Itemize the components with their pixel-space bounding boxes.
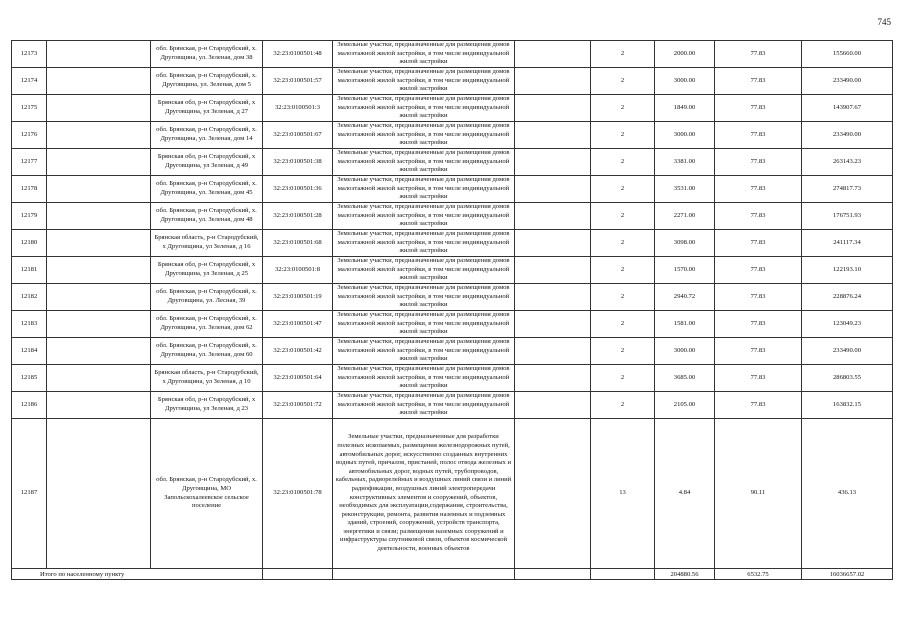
- row-number-cell: 12186: [12, 392, 47, 419]
- empty-cell: [515, 569, 591, 580]
- area-cell: 1570.00: [655, 257, 715, 284]
- land-use-category-cell: Земельные участки, предназначенные для размещения домов малоэтажной жилой застройки, в том числе индивидуальной жилой застройки: [333, 41, 515, 68]
- table-row: [12, 203, 893, 230]
- cadastral-number-cell: 32:23:0100501:78: [263, 419, 333, 569]
- table-row: [12, 95, 893, 122]
- row-number-cell: 12178: [12, 176, 47, 203]
- address-cell: обл. Брянская, р-н Стародубский, х. Друговщина, ул. Лесная, 39: [151, 284, 263, 311]
- cadastral-number-cell: 32:23:0100501:72: [263, 392, 333, 419]
- row-number-cell: 12176: [12, 122, 47, 149]
- land-use-category-cell: Земельные участки, предназначенные для размещения домов малоэтажной жилой застройки, в том числе индивидуальной жилой застройки: [333, 338, 515, 365]
- empty-cell: [47, 338, 151, 365]
- address-cell: обл. Брянская, р-н Стародубский, х. Друговщина, ул. Зеленая, дом 14: [151, 122, 263, 149]
- cadastral-number-cell: 32:23:0100501:64: [263, 365, 333, 392]
- address-cell: Брянская обл, р-н Стародубский, х Друговщина, ул Зеленая, д 27: [151, 95, 263, 122]
- group-cell: 2: [591, 230, 655, 257]
- table-row: [12, 338, 893, 365]
- address-cell: обл. Брянская, р-н Стародубский, х. Друговщина, ул. Зеленая, дом 48: [151, 203, 263, 230]
- group-cell: 2: [591, 365, 655, 392]
- empty-cell: [515, 257, 591, 284]
- land-use-category-cell: Земельные участки, предназначенные для размещения домов малоэтажной жилой застройки, в том числе индивидуальной жилой застройки: [333, 176, 515, 203]
- address-cell: Брянская область, р-н Стародубский, х Друговщина, ул Зеленая, д 10: [151, 365, 263, 392]
- empty-cell: [47, 419, 151, 569]
- cadastral-value-cell: 286803.55: [802, 365, 893, 392]
- cadastral-value-cell: 233490.00: [802, 122, 893, 149]
- area-cell: 1581.00: [655, 311, 715, 338]
- land-use-category-cell: Земельные участки, предназначенные для размещения домов малоэтажной жилой застройки, в том числе индивидуальной жилой застройки: [333, 230, 515, 257]
- cadastral-value-cell: 274817.73: [802, 176, 893, 203]
- cadastral-value-cell: 436.13: [802, 419, 893, 569]
- land-use-category-cell: Земельные участки, предназначенные для разработки полезных ископаемых, размещения железнодорожных путей, автомобильных дорог, искусственно созданных внутренних водных путей, причалов, пристаней, полос отвода железных и автомобильных дорог, водных путей, трубопроводов, кабельных, радиорелейных и воздушных линий связи и линий радиофикации, воздушных линий электропередачи конструктивных элементов и сооружений, объектов, необходимых для эксплуатации,содержания, строительства, реконструкции, ремонта, развития наземных и подземных зданий, строений, сооружений, устройств транспорта, энергетики и связи; размещения наземных сооружений и инфраструктуры спутниковой связи, объектов космической деятельности, военных объектов: [333, 419, 515, 569]
- empty-cell: [47, 41, 151, 68]
- cadastral-number-cell: 32:23:0100501:47: [263, 311, 333, 338]
- cadastral-value-cell: 263143.23: [802, 149, 893, 176]
- cadastral-number-cell: 32:23:0100501:57: [263, 68, 333, 95]
- rate-cell: 77.83: [715, 68, 802, 95]
- land-use-category-cell: Земельные участки, предназначенные для размещения домов малоэтажной жилой застройки, в том числе индивидуальной жилой застройки: [333, 392, 515, 419]
- row-number-cell: 12173: [12, 41, 47, 68]
- address-cell: Брянская обл, р-н Стародубский, х Друговщина, ул Зеленая, д 25: [151, 257, 263, 284]
- area-cell: 3531.00: [655, 176, 715, 203]
- rate-cell: 77.83: [715, 122, 802, 149]
- rate-cell: 77.83: [715, 311, 802, 338]
- cadastral-value-cell: 233490.00: [802, 338, 893, 365]
- cadastral-number-cell: 32:23:0100501:3: [263, 95, 333, 122]
- cadastral-number-cell: 32:23:0100501:19: [263, 284, 333, 311]
- empty-cell: [515, 419, 591, 569]
- empty-cell: [47, 365, 151, 392]
- rate-cell: 77.83: [715, 203, 802, 230]
- cadastral-number-cell: 32:23:0100501:8: [263, 257, 333, 284]
- row-number-cell: 12174: [12, 68, 47, 95]
- address-cell: обл. Брянская, р-н Стародубский, х. Друговщина, ул. Зеленая, дом 62: [151, 311, 263, 338]
- land-use-category-cell: Земельные участки, предназначенные для размещения домов малоэтажной жилой застройки, в том числе индивидуальной жилой застройки: [333, 365, 515, 392]
- land-use-category-cell: Земельные участки, предназначенные для размещения домов малоэтажной жилой застройки, в том числе индивидуальной жилой застройки: [333, 257, 515, 284]
- cadastral-number-cell: 32:23:0100501:48: [263, 41, 333, 68]
- cadastral-number-cell: 32:23:0100501:28: [263, 203, 333, 230]
- table-row: [12, 419, 893, 569]
- group-cell: 2: [591, 122, 655, 149]
- cadastral-value-cell: 123049.23: [802, 311, 893, 338]
- empty-cell: [515, 203, 591, 230]
- empty-cell: [515, 122, 591, 149]
- rate-cell: 77.83: [715, 230, 802, 257]
- row-number-cell: 12187: [12, 419, 47, 569]
- cadastral-value-cell: 143907.67: [802, 95, 893, 122]
- group-cell: 2: [591, 41, 655, 68]
- row-number-cell: 12175: [12, 95, 47, 122]
- address-cell: Брянская обл, р-н Стародубский, х Друговщина, ул Зеленая, д 49: [151, 149, 263, 176]
- total-label: Итого по населенному пункту: [12, 569, 263, 580]
- empty-cell: [263, 569, 333, 580]
- group-cell: 2: [591, 68, 655, 95]
- group-cell: 2: [591, 284, 655, 311]
- rate-cell: 77.83: [715, 95, 802, 122]
- rate-cell: 77.83: [715, 392, 802, 419]
- row-number-cell: 12180: [12, 230, 47, 257]
- group-cell: 2: [591, 392, 655, 419]
- group-cell: 2: [591, 176, 655, 203]
- rate-cell: 77.83: [715, 149, 802, 176]
- group-cell: 2: [591, 149, 655, 176]
- cadastral-value-cell: 122193.10: [802, 257, 893, 284]
- table-row: [12, 122, 893, 149]
- cadastral-number-cell: 32:23:0100501:36: [263, 176, 333, 203]
- table-row: [12, 41, 893, 68]
- row-number-cell: 12179: [12, 203, 47, 230]
- address-cell: обл. Брянская, р-н Стародубский, х. Друговщина, ул. Зеленая, дом 38: [151, 41, 263, 68]
- total-value-cell: 16036657.02: [802, 569, 893, 580]
- area-cell: 2000.00: [655, 41, 715, 68]
- empty-cell: [515, 68, 591, 95]
- empty-cell: [591, 569, 655, 580]
- address-cell: Брянская область, р-н Стародубский, х Друговщина, ул Зеленая, д 16: [151, 230, 263, 257]
- row-number-cell: 12184: [12, 338, 47, 365]
- table-row: [12, 284, 893, 311]
- empty-cell: [333, 569, 515, 580]
- empty-cell: [515, 365, 591, 392]
- row-number-cell: 12181: [12, 257, 47, 284]
- empty-cell: [47, 95, 151, 122]
- land-use-category-cell: Земельные участки, предназначенные для размещения домов малоэтажной жилой застройки, в том числе индивидуальной жилой застройки: [333, 284, 515, 311]
- table-row: [12, 365, 893, 392]
- land-use-category-cell: Земельные участки, предназначенные для размещения домов малоэтажной жилой застройки, в том числе индивидуальной жилой застройки: [333, 311, 515, 338]
- cadastral-value-cell: 241117.34: [802, 230, 893, 257]
- empty-cell: [515, 338, 591, 365]
- cadastral-number-cell: 32:23:0100501:38: [263, 149, 333, 176]
- area-cell: 3685.00: [655, 365, 715, 392]
- empty-cell: [515, 392, 591, 419]
- table-row: [12, 392, 893, 419]
- empty-cell: [515, 95, 591, 122]
- rate-cell: 77.83: [715, 365, 802, 392]
- address-cell: Брянская обл, р-н Стародубский, х Друговщина, ул Зеленая, д 23: [151, 392, 263, 419]
- group-cell: 2: [591, 311, 655, 338]
- area-cell: 2105.00: [655, 392, 715, 419]
- rate-cell: 77.83: [715, 338, 802, 365]
- rate-cell: 77.83: [715, 284, 802, 311]
- total-rate-cell: 6532.75: [715, 569, 802, 580]
- row-number-cell: 12177: [12, 149, 47, 176]
- table-row: [12, 230, 893, 257]
- cadastral-value-cell: 163832.15: [802, 392, 893, 419]
- address-cell: обл. Брянская, р-н Стародубский, х. Друговщина, ул. Зеленая, дом 60: [151, 338, 263, 365]
- cadastral-number-cell: 32:23:0100501:67: [263, 122, 333, 149]
- row-number-cell: 12185: [12, 365, 47, 392]
- total-area-cell: 204880.56: [655, 569, 715, 580]
- cadastral-value-cell: 228876.24: [802, 284, 893, 311]
- empty-cell: [515, 149, 591, 176]
- group-cell: 2: [591, 257, 655, 284]
- rate-cell: 77.83: [715, 41, 802, 68]
- table-body: [12, 41, 893, 580]
- empty-cell: [47, 176, 151, 203]
- table-row: [12, 68, 893, 95]
- area-cell: 2940.72: [655, 284, 715, 311]
- land-use-category-cell: Земельные участки, предназначенные для размещения домов малоэтажной жилой застройки, в том числе индивидуальной жилой застройки: [333, 149, 515, 176]
- area-cell: 3000.00: [655, 68, 715, 95]
- area-cell: 3098.00: [655, 230, 715, 257]
- empty-cell: [515, 311, 591, 338]
- empty-cell: [515, 284, 591, 311]
- empty-cell: [47, 230, 151, 257]
- row-number-cell: 12183: [12, 311, 47, 338]
- table-row: [12, 149, 893, 176]
- land-use-category-cell: Земельные участки, предназначенные для размещения домов малоэтажной жилой застройки, в том числе индивидуальной жилой застройки: [333, 95, 515, 122]
- land-use-category-cell: Земельные участки, предназначенные для размещения домов малоэтажной жилой застройки, в том числе индивидуальной жилой застройки: [333, 203, 515, 230]
- cadastral-value-cell: 233490.00: [802, 68, 893, 95]
- area-cell: 2271.00: [655, 203, 715, 230]
- area-cell: 3000.00: [655, 338, 715, 365]
- area-cell: 3381.00: [655, 149, 715, 176]
- group-cell: 13: [591, 419, 655, 569]
- land-use-category-cell: Земельные участки, предназначенные для размещения домов малоэтажной жилой застройки, в том числе индивидуальной жилой застройки: [333, 68, 515, 95]
- rate-cell: 77.83: [715, 176, 802, 203]
- table-row: [12, 176, 893, 203]
- group-cell: 2: [591, 95, 655, 122]
- empty-cell: [515, 41, 591, 68]
- empty-cell: [515, 176, 591, 203]
- empty-cell: [47, 68, 151, 95]
- address-cell: обл. Брянская, р-н Стародубский, х. Друговщина, МО Запольскохалеевское сельское поселение: [151, 419, 263, 569]
- area-cell: 3000.00: [655, 122, 715, 149]
- address-cell: обл. Брянская, р-н Стародубский, х. Друговщина, ул. Зеленая, дом 45: [151, 176, 263, 203]
- cadastral-number-cell: 32:23:0100501:68: [263, 230, 333, 257]
- cadastral-value-cell: 155660.00: [802, 41, 893, 68]
- empty-cell: [47, 149, 151, 176]
- group-cell: 2: [591, 203, 655, 230]
- empty-cell: [47, 392, 151, 419]
- table-row: [12, 311, 893, 338]
- empty-cell: [47, 257, 151, 284]
- empty-cell: [47, 203, 151, 230]
- address-cell: обл. Брянская, р-н Стародубский, х. Друговщина, ул. Зеленая, дом 5: [151, 68, 263, 95]
- table-row: [12, 257, 893, 284]
- area-cell: 4.84: [655, 419, 715, 569]
- rate-cell: 90.11: [715, 419, 802, 569]
- page-number: 745: [877, 17, 891, 27]
- group-cell: 2: [591, 338, 655, 365]
- empty-cell: [47, 122, 151, 149]
- cadastral-value-cell: 176751.93: [802, 203, 893, 230]
- row-number-cell: 12182: [12, 284, 47, 311]
- empty-cell: [47, 311, 151, 338]
- land-use-category-cell: Земельные участки, предназначенные для размещения домов малоэтажной жилой застройки, в том числе индивидуальной жилой застройки: [333, 122, 515, 149]
- cadastral-value-table: [11, 40, 893, 580]
- area-cell: 1849.00: [655, 95, 715, 122]
- empty-cell: [515, 230, 591, 257]
- cadastral-number-cell: 32:23:0100501:42: [263, 338, 333, 365]
- rate-cell: 77.83: [715, 257, 802, 284]
- empty-cell: [47, 284, 151, 311]
- total-row: [12, 569, 893, 580]
